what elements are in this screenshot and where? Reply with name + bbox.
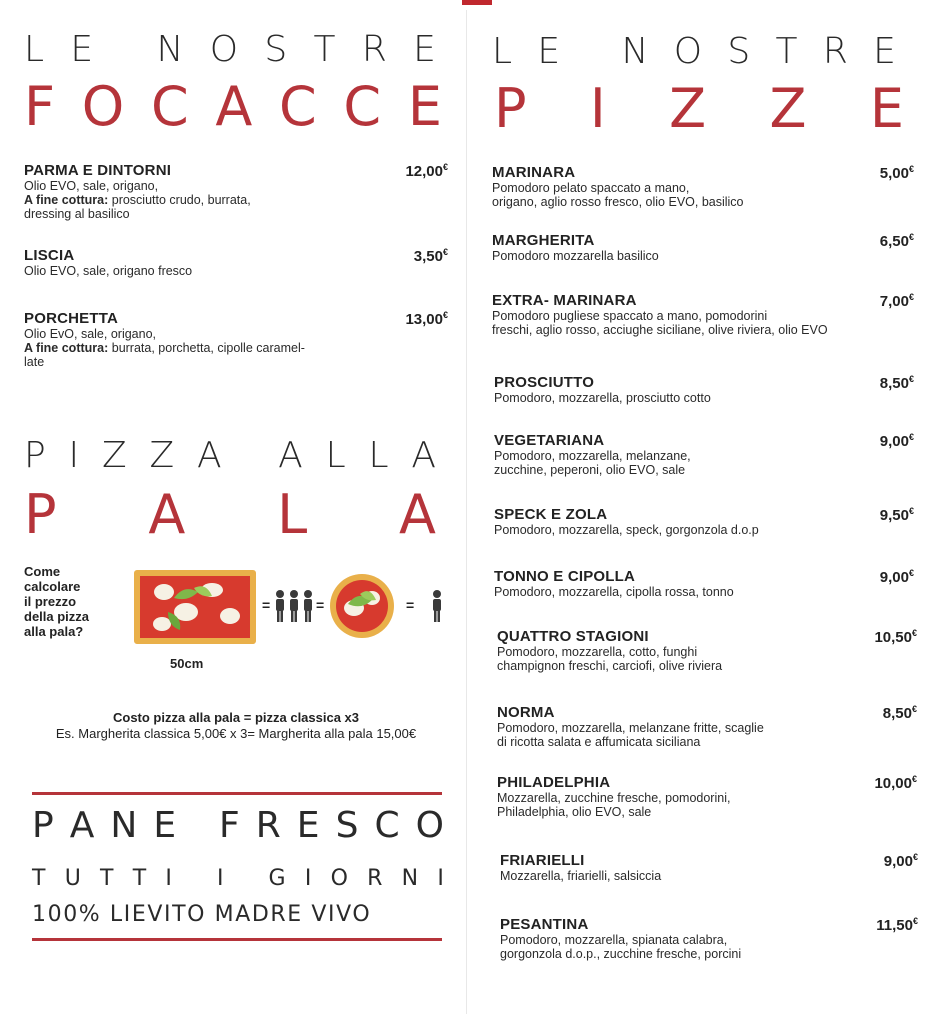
heading-letter: Z	[102, 435, 127, 476]
heading-letter: P	[24, 435, 46, 476]
heading-letter: O	[330, 866, 348, 891]
item-desc: Olio EvO, sale, origano,	[24, 327, 157, 341]
focaccia-item-parma	[24, 162, 448, 221]
heading-letter: F	[24, 75, 56, 138]
heading-letter: S	[727, 31, 751, 72]
person-icon	[433, 590, 441, 622]
item-desc: Mozzarella, zucchine fresche, pomodorini,	[497, 791, 731, 805]
item-desc: origano, aglio rosso fresco, olio EVO, basilico	[492, 195, 744, 209]
heading-letter: E	[407, 75, 442, 138]
pala-size-label: 50cm	[170, 656, 204, 671]
heading-letter: E	[153, 805, 177, 846]
item-price: 7,00€	[879, 292, 914, 310]
item-desc: Pomodoro pugliese spaccato a mano, pomodorini	[492, 309, 768, 323]
heading-letter: O	[209, 29, 239, 70]
heading-letter: Z	[149, 435, 175, 476]
item-price: 6,50€	[879, 232, 914, 250]
focaccia-item-porchetta	[24, 310, 448, 369]
divider-top	[32, 792, 442, 795]
heading-letter: N	[621, 31, 649, 72]
heading-letter: A	[69, 805, 95, 846]
heading-letter	[191, 868, 198, 890]
item-name: PARMA E DINTORNI	[24, 162, 172, 179]
pizza-item	[494, 374, 914, 405]
focacce-heading-main	[24, 75, 442, 138]
heading-letter: T	[132, 866, 147, 891]
heading-letter: R	[822, 31, 848, 72]
item-price: 8,50€	[879, 374, 914, 392]
pizza-item	[497, 774, 917, 819]
pala-question	[24, 564, 89, 639]
focacce-heading-top	[24, 29, 436, 70]
item-name: SPECK E ZOLA	[494, 506, 608, 523]
item-price: 9,00€	[879, 432, 914, 450]
heading-letter: T	[100, 866, 114, 891]
heading-letter: E	[70, 29, 94, 70]
item-desc: gorgonzola d.o.p., zucchine fresche, porcini	[500, 947, 742, 961]
item-name: NORMA	[497, 704, 555, 721]
heading-letter: T	[775, 31, 798, 72]
item-name: EXTRA- MARINARA	[492, 292, 637, 309]
pizza-item	[492, 232, 914, 263]
pizza-item	[494, 568, 914, 599]
item-desc: Pomodoro, mozzarella, prosciutto cotto	[494, 391, 711, 405]
heading-letter: C	[150, 75, 189, 138]
item-price: 11,50€	[876, 916, 918, 934]
pala-size-graphic	[134, 568, 454, 648]
pizza-item	[497, 704, 917, 749]
heading-letter	[585, 34, 596, 70]
right-column	[492, 0, 932, 1024]
heading-letter: A	[411, 435, 436, 476]
heading-letter: I	[437, 866, 444, 891]
item-desc: champignon freschi, carciofi, olive riviera	[497, 659, 723, 673]
heading-letter: S	[264, 29, 288, 70]
item-desc: Olio EVO, sale, origano,	[24, 179, 159, 193]
item-desc: Pomodoro mozzarella basilico	[492, 249, 659, 263]
item-desc: zucchine, peperoni, olio EVO, sale	[494, 463, 686, 477]
item-name: LISCIA	[24, 247, 75, 264]
heading-letter: A	[278, 435, 303, 476]
item-desc: late	[24, 355, 45, 369]
heading-letter: A	[148, 483, 186, 546]
pala-question-line: il prezzo	[24, 594, 77, 609]
heading-letter: C	[343, 75, 382, 138]
heading-letter: I	[216, 866, 224, 891]
heading-letter: U	[64, 866, 81, 891]
pane-title	[32, 805, 444, 846]
item-price: 13,00€	[405, 310, 448, 328]
heading-letter	[243, 868, 250, 890]
item-price: 3,50€	[413, 247, 448, 265]
pala-question-line: calcolare	[24, 579, 81, 594]
heading-letter	[119, 32, 130, 68]
heading-letter: I	[589, 77, 606, 140]
pizza-item	[497, 628, 917, 673]
item-desc: A fine cottura: burrata, porchetta, cipolle caramel-	[24, 341, 305, 355]
heading-letter: E	[869, 77, 904, 140]
round-pizza-icon	[330, 574, 394, 638]
heading-letter: R	[367, 866, 383, 891]
heading-letter: E	[413, 29, 436, 70]
pala-pizza-icon	[134, 570, 256, 644]
heading-letter: R	[361, 29, 387, 70]
column-divider	[466, 10, 467, 1014]
pizza-item	[492, 292, 914, 337]
pala-question-line: della pizza	[24, 609, 90, 624]
pala-question-line: alla pala?	[24, 624, 84, 639]
item-price: 8,50€	[882, 704, 917, 722]
heading-letter: A	[399, 483, 436, 546]
heading-letter	[244, 438, 255, 474]
item-desc: di ricotta salata e affumicata siciliana	[497, 735, 701, 749]
heading-letter: T	[313, 29, 336, 70]
heading-letter: C	[374, 805, 400, 846]
heading-letter: E	[873, 31, 896, 72]
three-people-icon	[276, 590, 312, 622]
heading-letter: G	[268, 866, 286, 891]
heading-letter: I	[68, 435, 80, 476]
heading-letter: E	[537, 31, 561, 72]
item-desc: Philadelphia, olio EVO, sale	[497, 805, 652, 819]
heading-letter: I	[165, 866, 172, 891]
item-price: 9,00€	[883, 852, 918, 870]
heading-letter: Z	[769, 77, 807, 140]
pala-formula-rule: Costo pizza alla pala = pizza classica x3	[112, 710, 360, 725]
item-desc: Pomodoro pelato spaccato a mano,	[492, 181, 690, 195]
pane-subtitle-2: 100% LIEVITO MADRE VIVO	[32, 902, 372, 927]
item-desc: Pomodoro, mozzarella, cipolla rossa, tonno	[494, 585, 734, 599]
heading-letter: L	[368, 435, 389, 476]
item-name: QUATTRO STAGIONI	[497, 628, 649, 645]
item-price: 9,00€	[879, 568, 914, 586]
heading-letter: A	[215, 75, 253, 138]
pala-equals: =	[316, 597, 325, 613]
heading-letter: F	[219, 805, 240, 846]
pizza-item	[494, 432, 914, 477]
item-desc: Pomodoro, mozzarella, cotto, funghi	[497, 645, 698, 659]
heading-letter: L	[492, 31, 513, 72]
pala-formula-example: Es. Margherita classica 5,00€ x 3= Margherita alla pala 15,00€	[55, 726, 417, 741]
heading-letter: N	[401, 866, 419, 891]
item-name: PROSCIUTTO	[494, 374, 595, 391]
heading-letter: N	[156, 29, 184, 70]
heading-letter: P	[24, 483, 57, 546]
pizza-item	[500, 916, 918, 961]
pizza-item	[500, 852, 918, 883]
item-desc: Pomodoro, mozzarella, melanzane,	[494, 449, 691, 463]
item-desc: A fine cottura: prosciutto crudo, burrata,	[24, 193, 251, 207]
heading-letter: O	[415, 805, 444, 846]
heading-letter: E	[296, 805, 320, 846]
item-desc: Pomodoro, mozzarella, melanzane fritte, scaglie	[497, 721, 764, 735]
item-name: VEGETARIANA	[494, 432, 605, 449]
item-name: PHILADELPHIA	[497, 774, 611, 791]
heading-letter	[192, 808, 203, 844]
heading-letter: P	[32, 805, 54, 846]
pala-formula	[24, 710, 448, 742]
item-name: TONNO E CIPOLLA	[494, 568, 636, 585]
pala-heading-top	[24, 435, 436, 476]
heading-letter: L	[325, 435, 346, 476]
pizza-item	[492, 164, 914, 209]
heading-letter: N	[110, 805, 138, 846]
item-price: 10,50€	[874, 628, 917, 646]
item-price: 9,50€	[879, 506, 914, 524]
heading-letter: C	[279, 75, 317, 138]
top-tab-marker	[462, 0, 492, 5]
pane-subtitle	[32, 868, 444, 890]
heading-letter: P	[494, 77, 527, 140]
item-price: 12,00€	[405, 162, 448, 180]
item-desc: Pomodoro, mozzarella, spianata calabra,	[500, 933, 728, 947]
focaccia-item-liscia	[24, 247, 448, 278]
heading-letter: O	[673, 31, 703, 72]
heading-letter: R	[255, 805, 281, 846]
pala-equals: =	[406, 597, 415, 613]
heading-letter: L	[277, 483, 308, 546]
heading-letter: A	[197, 435, 222, 476]
item-desc: freschi, aglio rosso, acciughe siciliane, olive riviera, olio EVO	[492, 323, 828, 337]
heading-letter: O	[81, 75, 125, 138]
divider-bottom	[32, 938, 442, 941]
item-name: MARINARA	[492, 164, 576, 181]
pala-question-line: Come	[24, 564, 61, 579]
pizze-heading-main	[494, 77, 904, 140]
heading-letter: L	[24, 29, 45, 70]
item-name: PORCHETTA	[24, 310, 119, 327]
heading-letter: Z	[669, 77, 707, 140]
item-name: FRIARIELLI	[500, 852, 585, 869]
item-name: PESANTINA	[500, 916, 589, 933]
item-desc: Mozzarella, friarielli, salsiccia	[500, 869, 662, 883]
heading-letter: I	[304, 866, 312, 891]
pala-equals: =	[262, 597, 271, 613]
item-desc: Olio EVO, sale, origano fresco	[24, 264, 193, 278]
pala-heading-main	[24, 483, 436, 546]
heading-letter: S	[335, 805, 359, 846]
pizze-heading-top	[492, 31, 896, 72]
item-price: 10,00€	[874, 774, 917, 792]
item-desc: Pomodoro, mozzarella, speck, gorgonzola d.o.p	[494, 523, 759, 537]
pizza-item	[494, 506, 914, 537]
left-column	[24, 0, 448, 1024]
item-name: MARGHERITA	[492, 232, 595, 249]
item-price: 5,00€	[879, 164, 914, 182]
heading-letter: T	[32, 866, 46, 891]
item-desc: dressing al basilico	[24, 207, 130, 221]
